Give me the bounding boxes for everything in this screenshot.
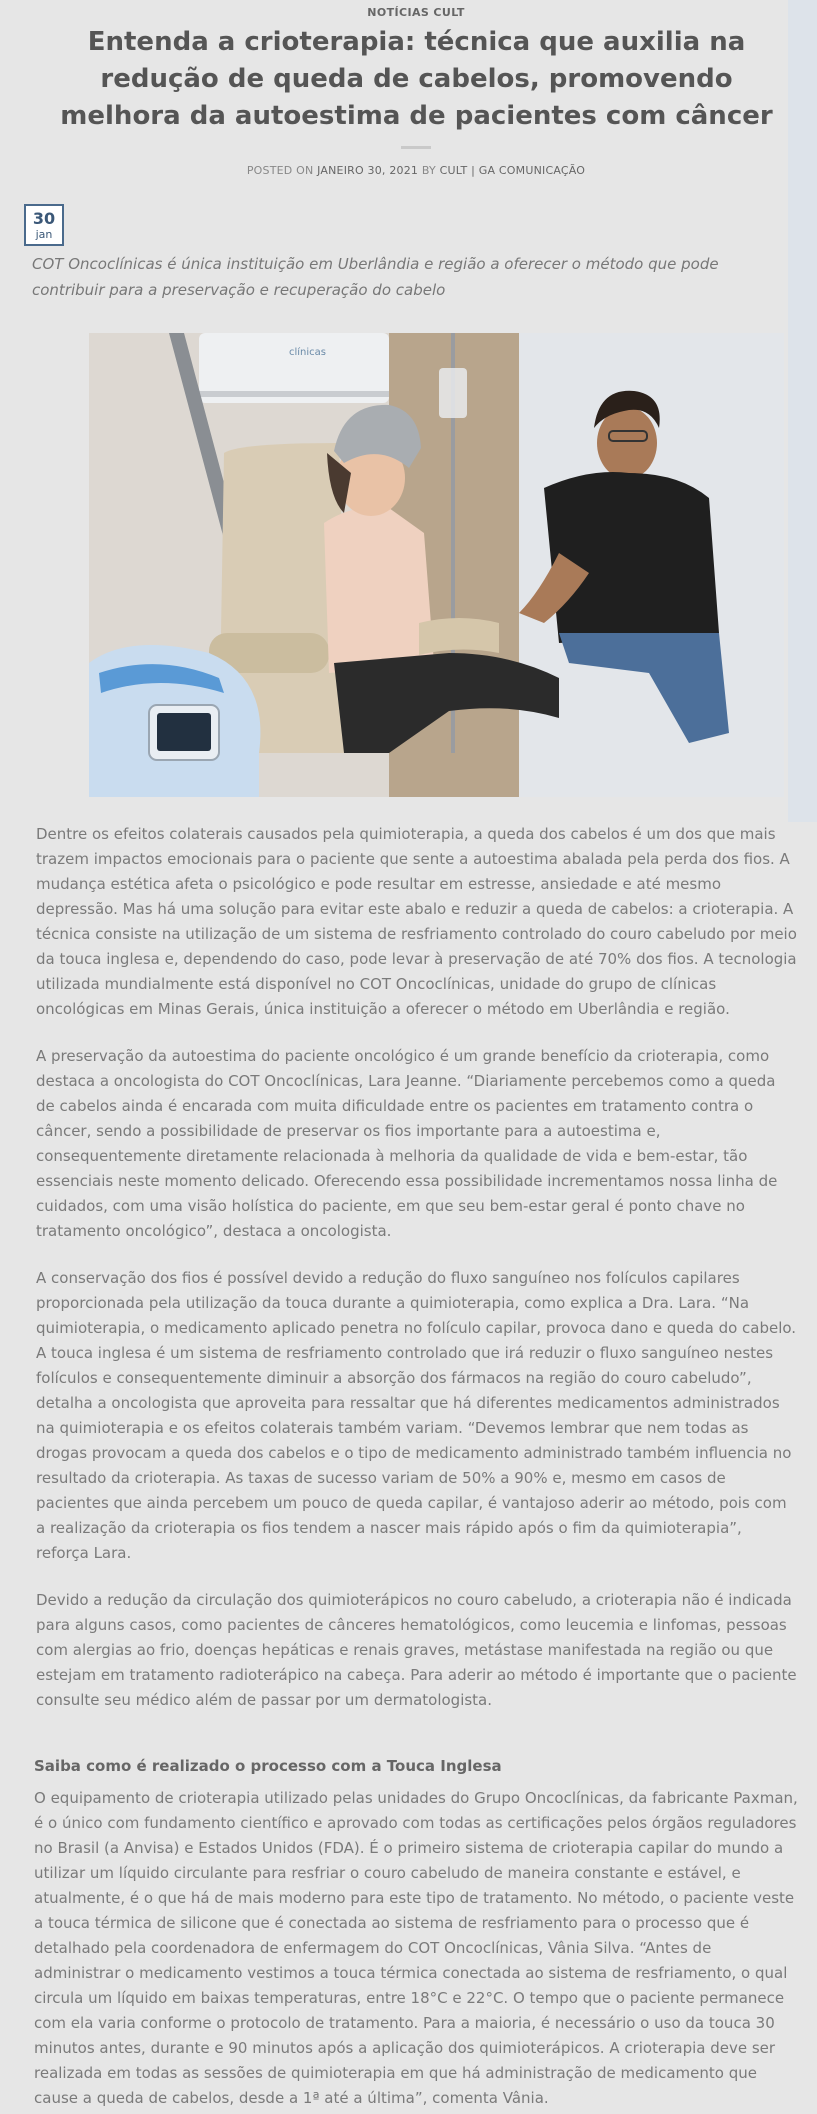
scrollbar-track[interactable] [788, 0, 817, 822]
date-badge [24, 204, 64, 246]
article-paragraph-4: Devido a redução da circulação dos quimioterápicos no couro cabeludo, a crioterapia não é indicada para alguns casos, como pacientes de cânceres hematológicos, como leucemia e linfomas, pessoas com alergias ao frio, doenças hepáticas e renais graves, metástase manifestada na região ou que estejam em tratamento radioterápico na cabeça. Para aderir ao método é importante que o paciente consulte seu médico além de passar por um dermatologista. [36, 1591, 797, 1709]
meta-by: BY [421, 164, 436, 177]
post-meta [0, 164, 817, 177]
article-subtitle: COT Oncoclínicas é única instituição em Uberlândia e região a oferecer o método que pode contribuir para a preservação e recuperação do cabelo [32, 255, 719, 299]
date-badge-month: jan [35, 228, 53, 241]
date-badge-day: 30 [32, 209, 56, 228]
article-paragraph-3: A conservação dos fios é possível devido a redução do fluxo sanguíneo nos folículos capilares proporcionada pela utilização da touca durante a quimioterapia, como explica a Dra. Lara. “Na quimioterapia, o medicamento aplicado penetra no folículo capilar, provoca dano e queda do cabelo. A touca inglesa é um sistema de resfriamento controlado que irá reduzir o fluxo sanguíneo nestes folículos e consequentemente diminuir a absorção dos fármacos na região do couro cabeludo”, detalha a oncologista que aproveita para ressaltar que há diferentes medicamentos administrados na quimioterapia e os efeitos colaterais também variam. “Devemos lembrar que nem todas as drogas provocam a queda dos cabelos e o tipo de medicamento administrado também influencia no resultado da crioterapia. As taxas de sucesso variam de 50% a 90% e, mesmo em casos de pacientes que ainda percebem um pouco de queda capilar, é vantajoso aderir ao método, pois com a realização da crioterapia os fios tendem a nascer mais rápido após o fim da quimioterapia”, reforça Lara. [36, 1269, 797, 1562]
author-link[interactable]: CULT | GA COMUNICAÇÃO [439, 164, 586, 177]
section-paragraph: O equipamento de crioterapia utilizado pelas unidades do Grupo Oncoclínicas, da fabricante Paxman, é o único com fundamento científico e aprovado com todas as certificações pelos órgãos reguladores no Brasil (a Anvisa) e Estados Unidos (FDA). É o primeiro sistema de crioterapia capilar do mundo a utilizar um líquido circulante para resfriar o couro cabeludo de maneira constante e estável, e atualmente, é o que há de mais moderno para este tipo de tratamento. No método, o paciente veste a touca térmica de silicone que é conectada ao sistema de resfriamento para o processo que é detalhado pela coordenadora de enfermagem do COT Oncoclínicas, Vânia Silva. “Antes de administrar o medicamento vestimos a touca térmica conectada ao sistema de resfriamento, o qual circula um líquido em baixas temperaturas, entre 18°C e 22°C. O tempo que o paciente permanece com ela varia conforme o protocolo de tratamento. Para a maioria, é necessário o uso da touca 30 minutos antes, durante e 90 minutos após a aplicação dos quimioterápicos. A crioterapia deve ser realizada em todas as sessões de quimioterapia em que há administração de medicamento que cause a queda de cabelos, desde a 1ª até a última”, comenta Vânia. [34, 1789, 798, 2107]
article-body [36, 822, 798, 1735]
post-date-link[interactable]: JANEIRO 30, 2021 [317, 164, 419, 177]
svg-text:clínicas: clínicas [289, 347, 327, 358]
article-photo [89, 333, 784, 797]
article-paragraph-1: Dentre os efeitos colaterais causados pela quimioterapia, a queda dos cabelos é um dos que mais trazem impactos emocionais para o paciente que sente a autoestima abalada pela perda dos fios. A mudança estética afeta o psicológico e pode resultar em estresse, ansiedade e até mesmo depressão. Mas há uma solução para evitar este abalo e reduzir a queda de cabelos: a crioterapia. A técnica consiste na utilização de um sistema de resfriamento controlado do couro cabeludo por meio da touca inglesa e, dependendo do caso, pode levar à preservação de até 70% dos fios. A tecnologia utilizada mundialmente está disponível no COT Oncoclínicas, unidade do grupo de clínicas oncológicas em Minas Gerais, única instituição a oferecer o método em Uberlândia e região. [36, 825, 797, 1018]
section-heading: Saiba como é realizado o processo com a Touca Inglesa [34, 1757, 502, 1775]
page-title: Entenda a crioterapia: técnica que auxilia na redução de queda de cabelos, promovendo melhora da autoestima de pacientes com câncer [60, 27, 773, 131]
category-link[interactable]: NOTÍCIAS CULT [367, 6, 465, 19]
title-divider [401, 146, 431, 149]
meta-prefix: POSTED ON [246, 164, 314, 177]
article-paragraph-2: A preservação da autoestima do paciente oncológico é um grande benefício da crioterapia, como destaca a oncologista do COT Oncoclínicas, Lara Jeanne. “Diariamente percebemos como a queda de cabelos ainda é encarada com muita dificuldade entre os pacientes em tratamento contra o câncer, sendo a possibilidade de preservar os fios importante para a autoestima e, consequentemente diretamente relacionada à melhoria da qualidade de vida e bem-estar, tão essenciais neste momento delicado. Oferecendo essa possibilidade incrementamos nossa linha de cuidados, com uma visão holística do paciente, em que seu bem-estar geral é ponto chave no tratamento oncológico”, destaca a oncologista. [36, 1047, 778, 1240]
